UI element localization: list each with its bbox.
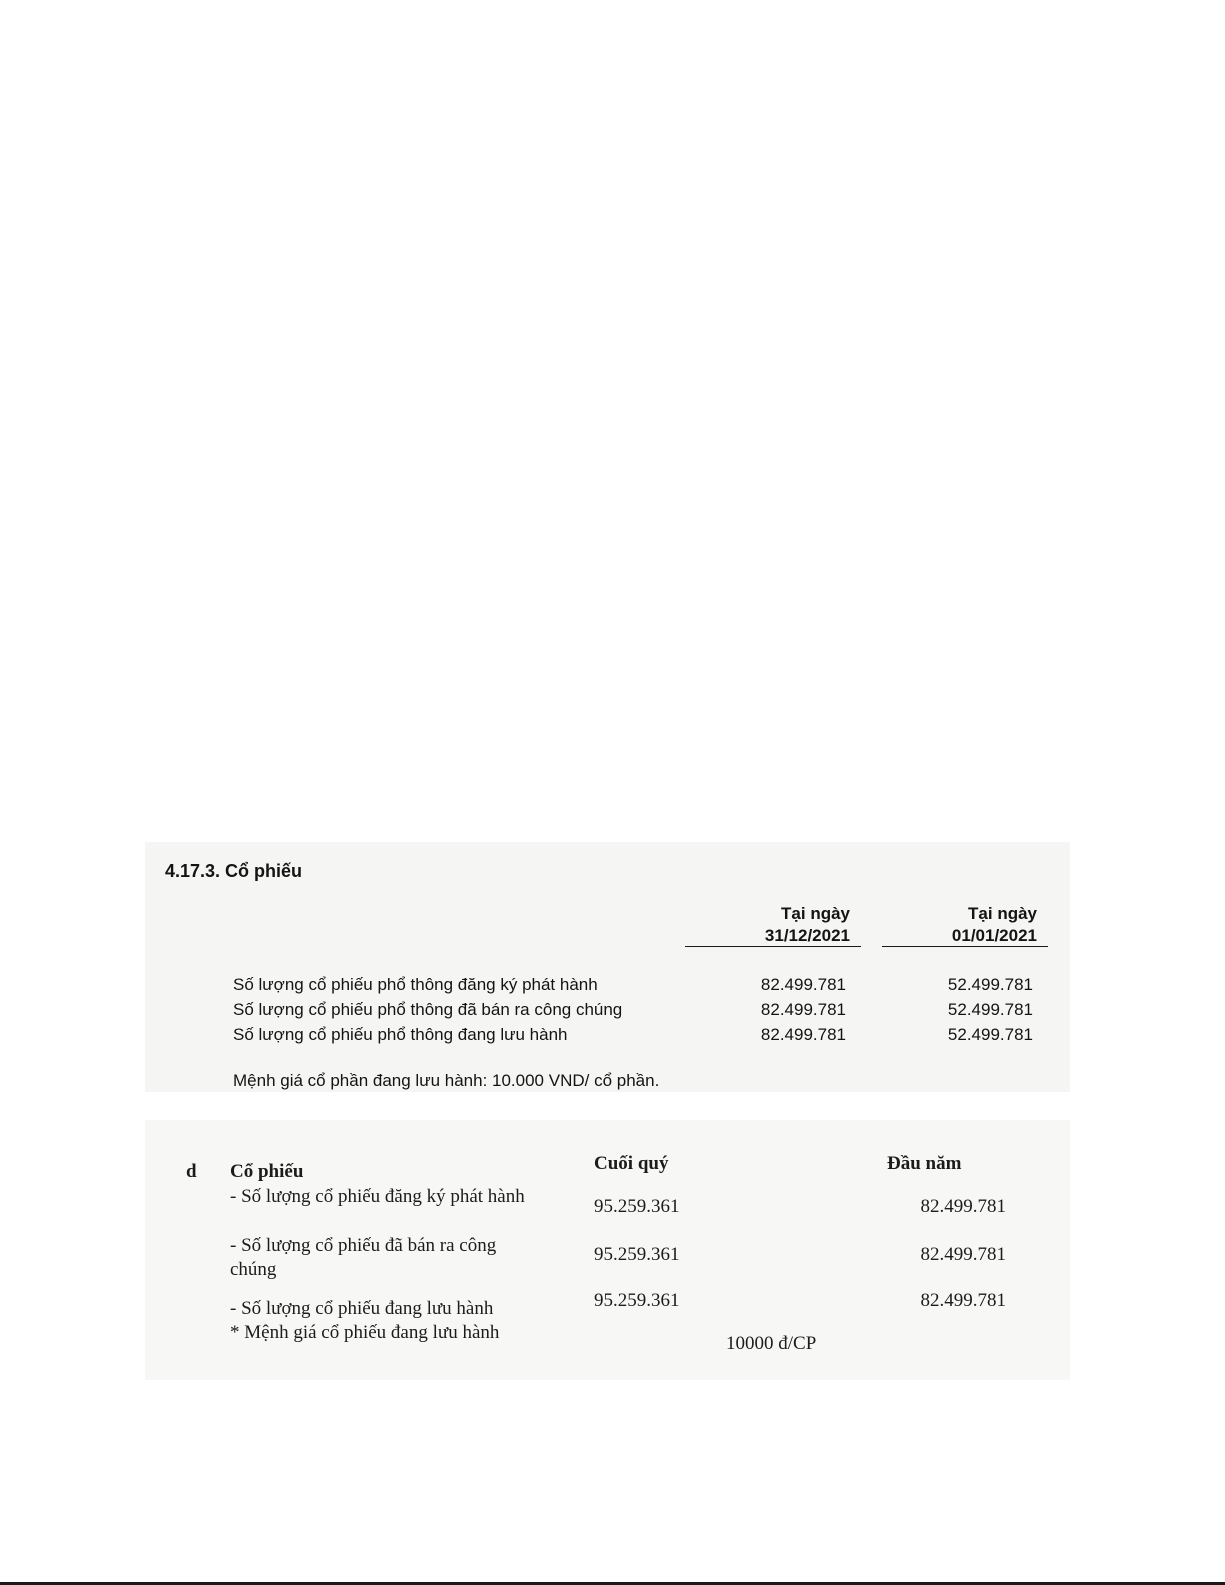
row-value-prior: 82.499.781 <box>920 1196 1006 1217</box>
row-label: Số lượng cổ phiếu phổ thông đang lưu hành <box>233 1025 568 1044</box>
table-row <box>233 1025 1048 1047</box>
section-letter: d <box>186 1161 197 1182</box>
row-label: Số lượng cổ phiếu phổ thông đăng ký phát hành <box>233 975 598 994</box>
column-header-start-of-year: Đầu năm <box>887 1153 962 1174</box>
column-underline <box>882 946 1048 947</box>
row-label: Số lượng cổ phiếu phổ thông đã bán ra công chúng <box>233 1000 623 1019</box>
row-value-prior: 52.499.781 <box>947 975 1033 994</box>
row-value-current: 95.259.361 <box>594 1196 680 1217</box>
row-label: - Số lượng cổ phiếu đã bán ra công chúng <box>230 1235 497 1280</box>
par-value-label: * Mệnh giá cổ phiếu đang lưu hành <box>230 1322 500 1343</box>
row-value-prior: 52.499.781 <box>947 1000 1033 1019</box>
row-label: - Số lượng cổ phiếu đang lưu hành <box>230 1298 494 1319</box>
column-header-end-of-quarter: Cuối quý <box>594 1153 669 1174</box>
section-heading: 4.17.3. Cổ phiếu <box>165 861 303 881</box>
table-row <box>233 975 1048 997</box>
row-label: - Số lượng cổ phiếu đăng ký phát hành <box>230 1186 525 1207</box>
section-title: Cổ phiếu <box>230 1161 304 1182</box>
row-value-current: 82.499.781 <box>760 1025 846 1044</box>
row-value-current: 95.259.361 <box>594 1244 680 1265</box>
row-value-prior: 82.499.781 <box>920 1290 1006 1311</box>
shares-note-4-17-3 <box>145 842 1070 1092</box>
par-value: 10000 đ/CP <box>726 1333 817 1354</box>
table-row <box>233 1000 1048 1022</box>
column-underline <box>685 946 861 947</box>
row-value-current: 95.259.361 <box>594 1290 680 1311</box>
column-header-date: 31/12/2021 <box>764 926 850 945</box>
row-value-current: 82.499.781 <box>760 975 846 994</box>
column-header-line1: Tại ngày <box>781 904 850 923</box>
column-header-line1: Tại ngày <box>968 904 1037 923</box>
row-value-prior: 52.499.781 <box>947 1025 1033 1044</box>
column-header-date: 01/01/2021 <box>951 926 1037 945</box>
column-header-01-01-2021 <box>952 903 1037 947</box>
shares-quarterly-table <box>145 1120 1070 1380</box>
row-value-current: 82.499.781 <box>760 1000 846 1019</box>
column-header-31-12-2021 <box>765 903 850 947</box>
par-value-note: Mệnh giá cổ phần đang lưu hành: 10.000 VND/ cổ phần. <box>233 1071 660 1090</box>
row-value-prior: 82.499.781 <box>920 1244 1006 1265</box>
